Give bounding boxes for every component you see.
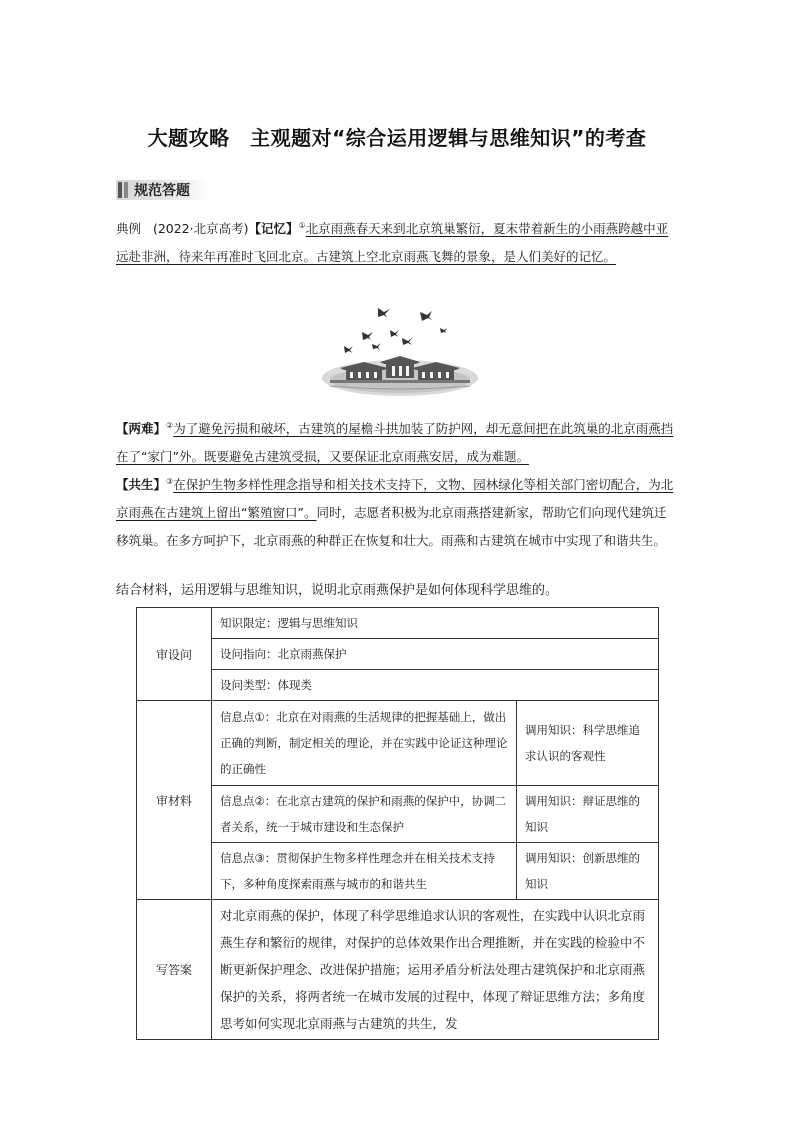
coexist-num: ③: [166, 477, 174, 486]
knowledge-scope-cell: 知识限定：逻辑与思维知识: [212, 608, 659, 639]
table-row: [137, 900, 659, 1040]
dilemma-tag: 【两难】: [116, 421, 167, 437]
knowledge-cell: 调用知识：创新思维的知识: [517, 843, 659, 900]
memory-num: ①: [298, 221, 306, 230]
swallow-icon: [344, 308, 447, 353]
analysis-table: [136, 607, 659, 1040]
dilemma-text: 为了避免污损和破坏，古建筑的屋檐斗拱加装了防护网，却无意间把在此筑巢的北京雨燕挡在了“家门”外。既要避免古建筑受损，又要保证北京雨燕安居，成为难题。: [116, 421, 674, 465]
knowledge-cell: 调用知识：辩证思维的知识: [517, 786, 659, 843]
coexist-paragraph: [116, 468, 678, 555]
info-point-cell: 信息点②：在北京古建筑的保护和雨燕的保护中，协调二者关系，统一于城市建设和生态保护: [212, 786, 517, 843]
knowledge-cell: 调用知识：科学思维追求认识的客观性: [517, 701, 659, 786]
info-point-cell: 信息点③：贯彻保护生物多样性理念并在相关技术支持下，多种角度探索雨燕与城市的和谐共生: [212, 843, 517, 900]
section-bar-icon: [118, 182, 122, 198]
page-title: 大题攻略 主观题对“综合运用逻辑与思维知识”的考查: [147, 126, 647, 150]
row-head-question: 审设问: [137, 608, 212, 701]
answer-cell: 对北京雨燕的保护，体现了科学思维追求认识的客观性，在实践中认识北京雨燕生存和繁衍的规律，对保护的总体效果作出合理推断，并在实践的检验中不断更新保护理念、改进保护措施；运用矛盾分析法处理古建筑保护和北京雨燕保护的关系，将两者统一在城市发展的过程中，体现了辩证思维方法；多角度思考如何实现北京雨燕与古建筑的共生，发: [212, 900, 659, 1040]
swallows-illustration: [320, 300, 480, 400]
coexist-tag: 【共生】: [116, 477, 167, 493]
table-row: [137, 701, 659, 786]
coexist-text: 同时，志愿者积极为北京雨燕搭建新家，帮助它们向现代建筑迁移筑巢。在多方呵护下，北京雨燕的种群正在恢复和壮大。雨燕和古建筑在城市中实现了和谐共生。: [116, 505, 667, 549]
question-text: 结合材料，运用逻辑与思维知识，说明北京雨燕保护是如何体现科学思维的。: [116, 583, 559, 598]
table-row: [137, 670, 659, 701]
section-header: [116, 180, 208, 200]
table-row: [137, 843, 659, 900]
question-direction-cell: 设问指向：北京雨燕保护: [212, 639, 659, 670]
section-label: 规范答题: [134, 183, 190, 199]
example-label: 典例: [116, 221, 142, 237]
memory-paragraph: [116, 212, 678, 271]
question-type-cell: 设问类型：体现类: [212, 670, 659, 701]
section-bar-icon: [124, 182, 128, 198]
example-source: (2022·北京高考): [152, 221, 249, 237]
table-row: [137, 639, 659, 670]
memory-text: 北京雨燕春天来到北京筑巢繁衍，夏末带着新生的小雨燕跨越中亚远赴非洲，待来年再准时飞回北京。古建筑上空北京雨燕飞舞的景象，是人们美好的记忆。: [116, 221, 669, 265]
row-head-answer: 写答案: [137, 900, 212, 1040]
table-row: [137, 608, 659, 639]
coexist-text-underlined: 在保护生物多样性理念指导和相关技术支持下，文物、园林绿化等相关部门密切配合，为北京雨燕在古建筑上留出“繁殖窗口”。: [116, 477, 674, 521]
info-point-cell: 信息点①：北京在对雨燕的生活规律的把握基础上，做出正确的判断，制定相关的理论，并在实践中论证这种理论的正确性: [212, 701, 517, 786]
memory-tag: 【记忆】: [248, 221, 299, 237]
table-row: [137, 786, 659, 843]
dilemma-paragraph: [116, 412, 678, 471]
row-head-material: 审材料: [137, 701, 212, 900]
dilemma-num: ②: [166, 421, 174, 430]
